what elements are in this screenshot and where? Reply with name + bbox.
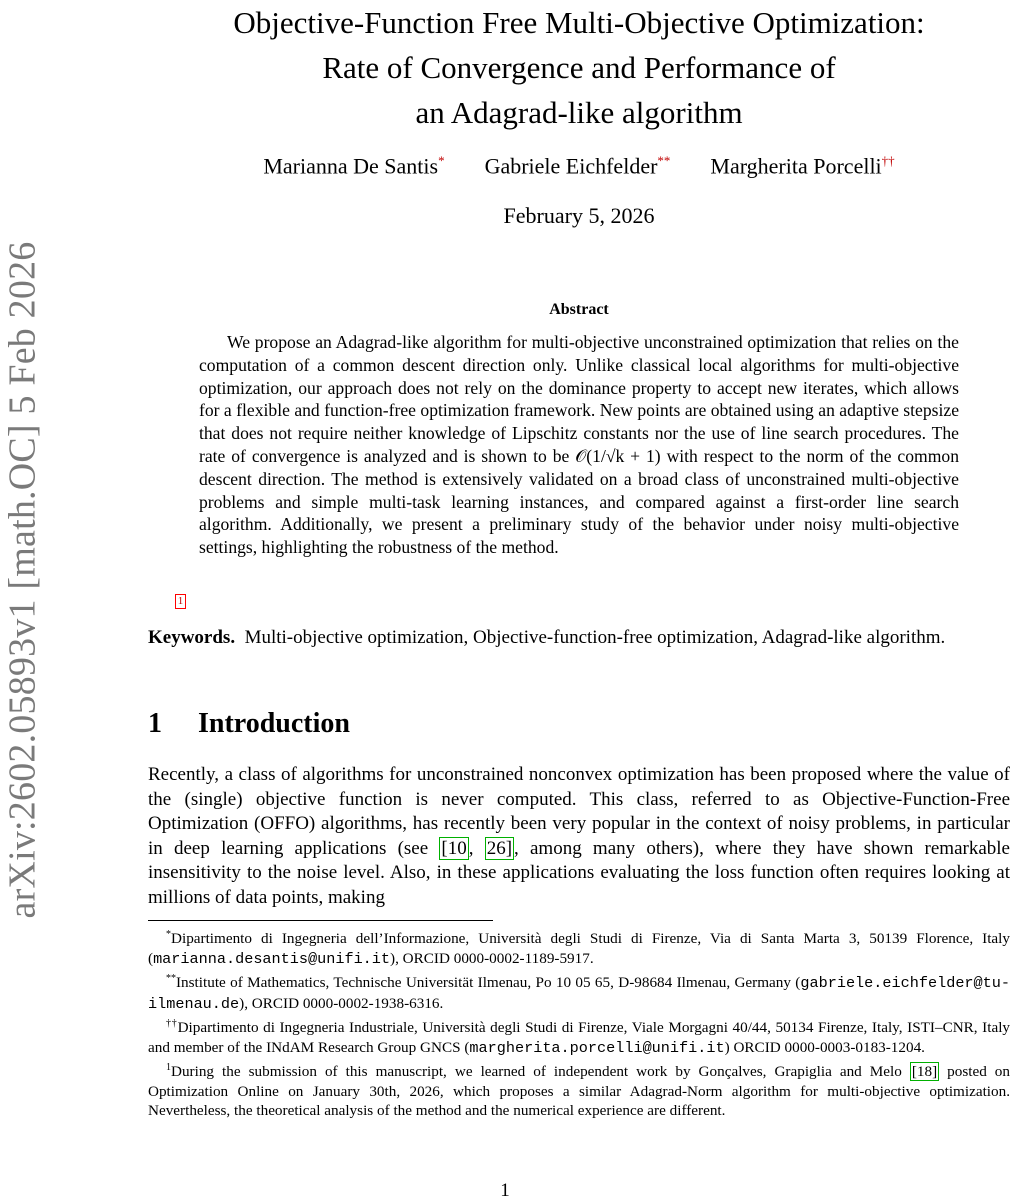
- section-title: Introduction: [198, 708, 350, 739]
- author-footnote-link[interactable]: ††: [881, 153, 895, 168]
- author-footnote-link[interactable]: *: [438, 153, 445, 168]
- paper-title: [150, 0, 1008, 135]
- keywords-label: Keywords.: [148, 627, 236, 648]
- author-name: Gabriele Eichfelder: [484, 153, 658, 179]
- arxiv-side-stamp: [2, 205, 42, 955]
- email-address: gabriele.eichfelder@tu-ilmenau.de: [148, 974, 1010, 1013]
- keywords: [148, 625, 1010, 650]
- author-name: Marianna De Santis: [263, 153, 439, 179]
- section-heading: [148, 708, 350, 740]
- arxiv-identifier: arXiv:2602.05893v1 [math.OC] 5 Feb 2026: [1, 241, 43, 919]
- title-line-3: an Adagrad-like algorithm: [415, 95, 743, 130]
- intro-paragraph: Recently, a class of algorithms for unconstrained nonconvex optimization has been proposed where the value of the (single) objective function is never computed. This class, referred to as Objective-Function-Free Optimization (OFFO) algorithms, has recently been very popular in the context of noisy problems, in particular in deep learning applications (see [10 , 26] , among many others), where they have shown remarkable insensitivity to the noise level. Also, in these applications evaluating the loss function often requires looking at millions of data points, making: [148, 764, 1010, 908]
- abstract-text: [199, 331, 959, 559]
- footnotes: [148, 925, 1010, 1121]
- publication-date: February 5, 2026: [503, 203, 655, 228]
- title-line-1: Objective-Function Free Multi-Objective Optimization:: [233, 5, 925, 40]
- page-number: 1: [500, 1180, 510, 1201]
- author-1: [263, 153, 444, 179]
- footnote-marker: ††: [166, 1018, 178, 1030]
- footnote-affiliation-3: [148, 1014, 1010, 1058]
- footnote-text: Dipartimento di Ingegneria Industriale, Università degli Studi di Firenze, Viale Morgagni 40/44, 50134 Firenze, Italy, ISTI–CNR, Italy and member of the INdAM Research Group GNCS (: [148, 1019, 1010, 1056]
- footnote-tail: ), ORCID 0000-0002-1938-6316.: [239, 994, 444, 1012]
- title-line-2: Rate of Convergence and Performance of: [322, 50, 836, 85]
- author-3: [710, 153, 894, 179]
- intro-text-2: , among many others), where they have shown remarkable insensitivity to the noise level. Also, in these applications evaluating the loss function often requires looking at millions of data points, making: [148, 837, 1010, 908]
- abstract-heading: Abstract: [549, 301, 609, 318]
- email-address: marianna.desantis@unifi.it: [153, 949, 391, 968]
- footnote-affiliation-2: [148, 969, 1010, 1014]
- email-address: margherita.porcelli@unifi.it: [469, 1038, 725, 1057]
- footnote-tail: posted on Optimization Online on January 30th, 2026, which proposes a similar Adagrad-Norm algorithm for multi-objective optimization. Nevertheless, the theoretical analysis of the method and the numerical experience are different.: [148, 1063, 1010, 1120]
- author-list: [150, 153, 1008, 179]
- abstract-part-2: with respect to the norm of the common descent direction. The method is extensively validated on a broad class of unconstrained multi-objective problems and simple multi-task learning instances, and compared against a first-order line search algorithm. Additionally, we present a preliminary study of the behavior under noisy multi-objective settings, highlighting the robustness of the method.: [199, 445, 959, 558]
- footnote-link-1[interactable]: 1: [175, 594, 186, 609]
- intro-text-1: Recently, a class of algorithms for unconstrained nonconvex optimization has been proposed where the value of the (single) objective function is never computed. This class, referred to as Objective-Function-Free Optimization (OFFO) algorithms, has recently been very popular in the context of noisy problems, in particular in deep learning applications (see: [148, 764, 1010, 859]
- author-footnote-link[interactable]: **: [657, 153, 671, 168]
- section-number: 1: [148, 708, 162, 739]
- citation-link-18[interactable]: [18]: [911, 1063, 938, 1081]
- footnote-1: [148, 1058, 1010, 1121]
- convergence-rate-formula: 𝒪(1/√k + 1): [575, 445, 661, 466]
- footnote-marker: *: [166, 929, 171, 940]
- footnote-marker: 1: [166, 1062, 171, 1074]
- author-2: [485, 153, 671, 179]
- footnote-text: Institute of Mathematics, Technische Universität Ilmenau, Po 10 05 65, D-98684 Ilmenau, Germany (: [176, 974, 801, 992]
- footnote-tail: ) ORCID 0000-0003-0183-1204.: [724, 1038, 925, 1056]
- footnote-tail: ), ORCID 0000-0002-1189-5917.: [390, 949, 594, 967]
- footnote-text: During the submission of this manuscript, we learned of independent work by Gonçalves, Grapiglia and Melo: [171, 1063, 910, 1081]
- keywords-text: Multi-objective optimization, Objective-function-free optimization, Adagrad-like algorithm.: [244, 627, 946, 648]
- footnote-marker: **: [166, 973, 176, 985]
- author-name: Margherita Porcelli: [710, 153, 882, 179]
- citation-link-26[interactable]: 26]: [486, 837, 513, 859]
- footnote-text: Dipartimento di Ingegneria dell’Informazione, Università degli Studi di Firenze, Via di Santa Marta 3, 50139 Florence, Italy (: [148, 930, 1010, 967]
- footnote-affiliation-1: [148, 925, 1010, 969]
- abstract-part-1: We propose an Adagrad-like algorithm for multi-objective unconstrained optimization that relies on the computation of a common descent direction only. Unlike classical local algorithms for multi-objective optimization, our approach does not rely on the dominance property to accept new iterates, which allows for a flexible and function-free optimization framework. New points are obtained using an adaptive stepsize that does not require neither knowledge of Lipschitz constants nor the use of line search procedures. The rate of convergence is analyzed and is shown to be: [199, 332, 959, 466]
- footnote-rule: [148, 920, 493, 921]
- citation-link-10[interactable]: [10: [441, 837, 467, 859]
